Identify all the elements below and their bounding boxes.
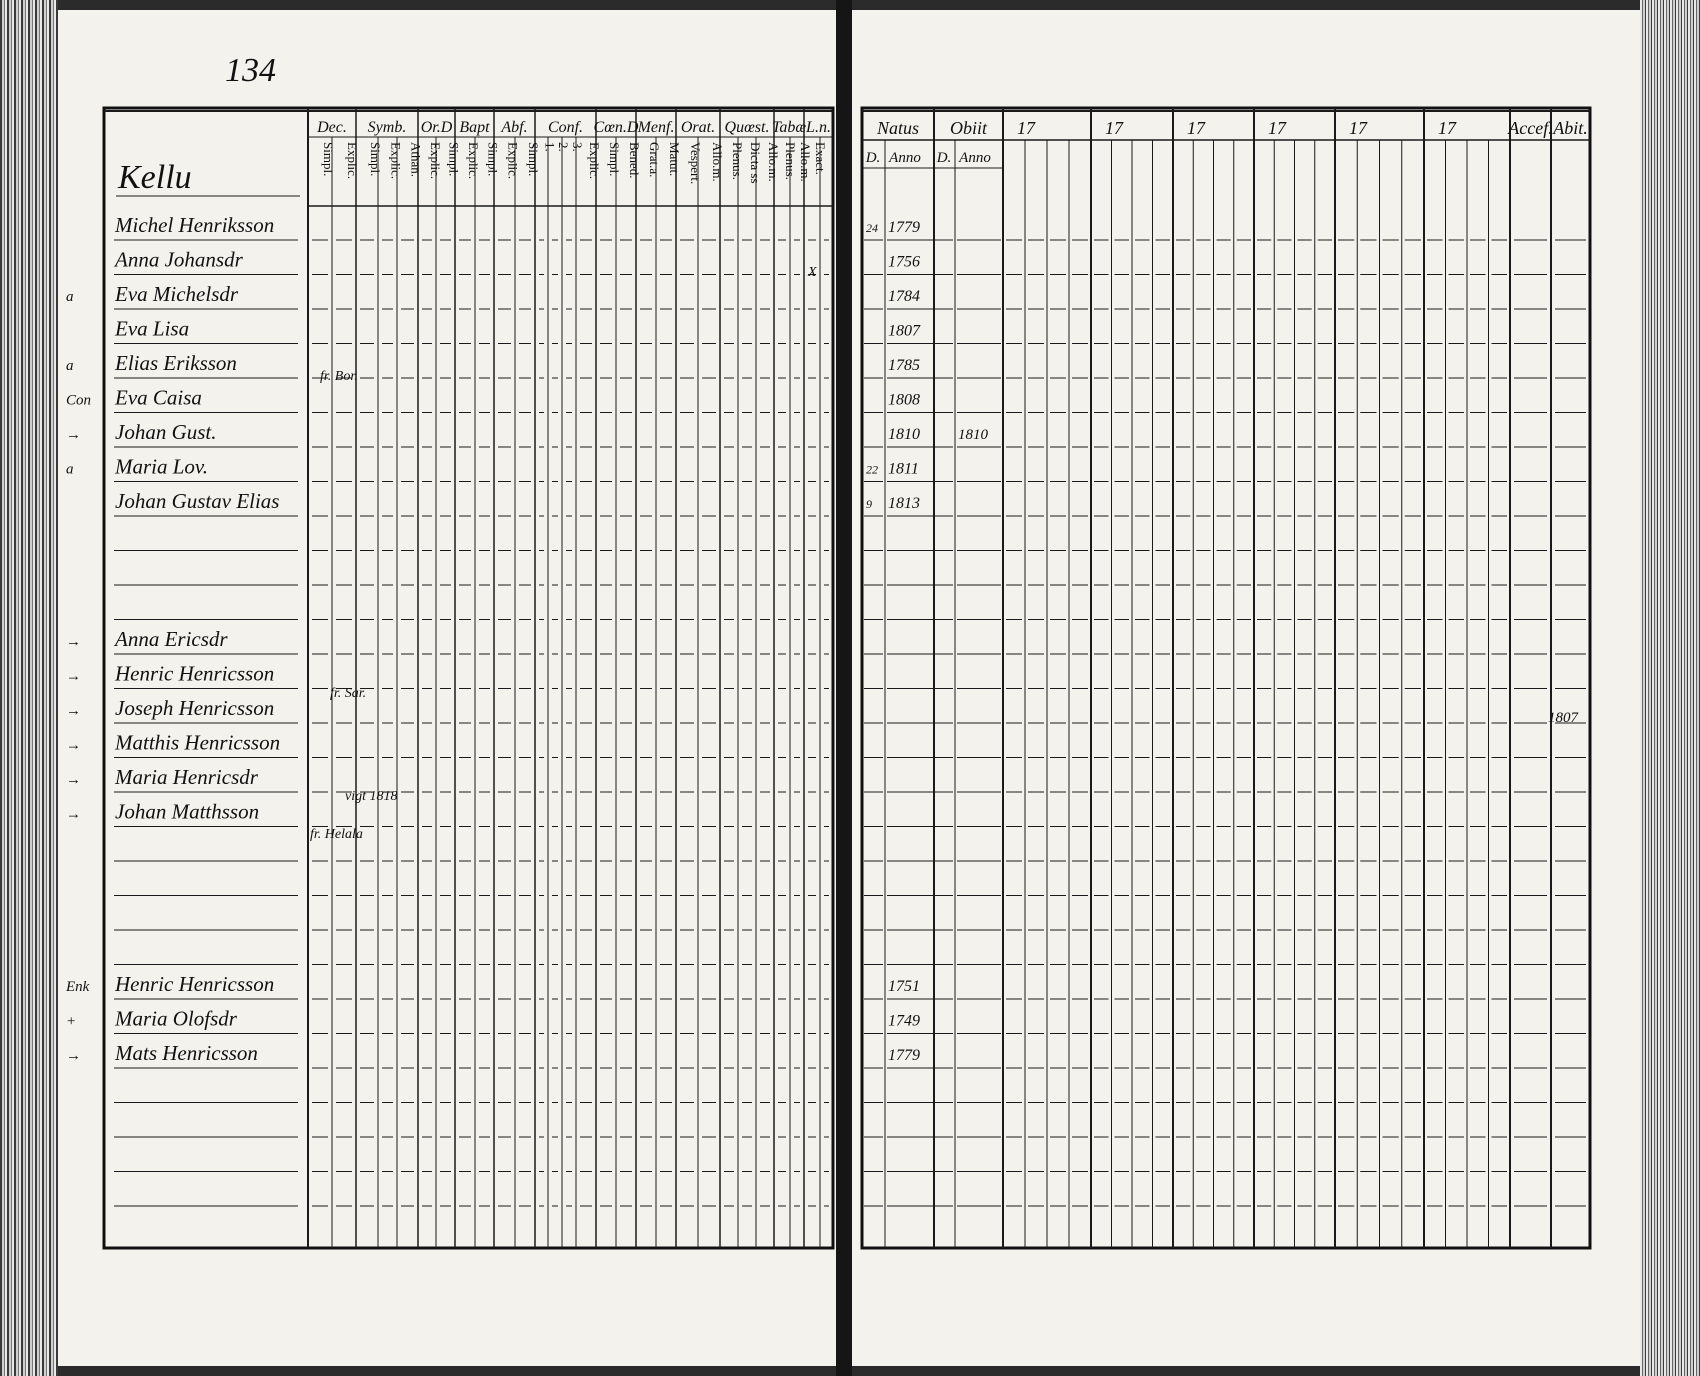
left-subheader: Dicta ss (748, 142, 763, 184)
birth-day: 24 (866, 221, 878, 235)
left-group-header: Symb. (367, 119, 407, 136)
left-subheader: 2. (556, 142, 571, 152)
left-note: fr. Sar. (330, 686, 367, 701)
person-name: Anna Ericsdr (115, 627, 228, 651)
right-group-header: Natus (876, 118, 920, 138)
birth-year: 1779 (888, 219, 920, 236)
left-subheader: Simpl. (485, 142, 501, 177)
birth-year: 1785 (888, 357, 920, 374)
person-name: Joseph Henricsson (115, 696, 275, 720)
right-group-header: 17 (1105, 118, 1123, 138)
birth-year: 1807 (888, 322, 920, 340)
person-mark: → (66, 427, 81, 443)
left-group-header: Conf. (547, 119, 584, 136)
left-group-header: Bapt (459, 119, 490, 136)
person-name: Anna Johansdr (115, 247, 243, 272)
person-mark: + (66, 1013, 77, 1030)
right-subheader: Anno (889, 150, 921, 166)
left-group-header: Dec. (317, 119, 347, 136)
person-name: Eva Michelsdr (115, 282, 239, 306)
person-name: Johan Matthsson (115, 799, 260, 824)
left-subheader: Allo.m. (710, 142, 725, 182)
person-name: Eva Lisa (115, 316, 190, 341)
death-year: 1810 (958, 427, 988, 443)
person-name: Michel Henriksson (115, 213, 275, 237)
left-subheader: 1. (542, 142, 558, 152)
left-subheader: Explic. (388, 142, 404, 180)
left-subheader: Explic. (466, 142, 481, 180)
birth-year: 1749 (888, 1012, 920, 1030)
birth-year: 1784 (888, 288, 920, 305)
person-name: Eva Caisa (115, 385, 202, 410)
left-subheader: Explic. (345, 142, 360, 180)
person-name: Matthis Henricsson (115, 730, 281, 755)
left-group-header: Tabæ (771, 119, 807, 136)
left-group-header: Cœn.D (593, 119, 639, 136)
person-mark: → (66, 1048, 81, 1064)
birth-year: 1808 (888, 391, 920, 409)
person-name: Henric Henricsson (115, 661, 275, 686)
left-subheader: Vespert. (688, 142, 703, 185)
right-subheader: Anno (959, 150, 991, 166)
left-group-header: Orat. (680, 119, 716, 136)
birth-year: 1751 (888, 978, 920, 995)
right-group-header: 17 (1017, 118, 1035, 138)
birth-year: 1779 (888, 1047, 920, 1064)
left-subheader: Explic. (505, 142, 521, 180)
right-table-border (862, 108, 1590, 1248)
person-name: Henric Henricsson (115, 972, 275, 996)
left-subheader: Plenus. (730, 142, 745, 180)
person-mark: a (66, 289, 74, 305)
person-mark: Enk (66, 979, 90, 995)
person-mark: Con (66, 392, 92, 409)
person-name: Maria Olofsdr (115, 1006, 237, 1031)
person-name: Elias Eriksson (115, 351, 237, 375)
left-note: fr. Bor. (320, 369, 358, 384)
abit-year: 1807 (1548, 710, 1578, 726)
page-number: 134 (225, 52, 276, 89)
left-group-header: Abf. (501, 119, 528, 136)
village-title: Kellu (118, 159, 192, 196)
person-mark: → (66, 772, 81, 788)
birth-day: 9 (866, 497, 872, 511)
right-group-header: 17 (1438, 118, 1456, 138)
left-subheader: Simpl. (321, 142, 336, 177)
person-mark: → (66, 634, 81, 650)
left-subheader: Athan. (408, 142, 424, 178)
left-subheader: Exact. (813, 142, 828, 175)
left-note: X (808, 265, 817, 280)
right-subheader: D. (936, 150, 952, 166)
left-group-header: Quœst. (724, 119, 770, 136)
right-group-header: 17 (1349, 118, 1367, 138)
left-group-header: L.n. (806, 119, 831, 136)
right-group-header: Abit. (1553, 118, 1588, 138)
birth-day: 22 (866, 462, 878, 477)
birth-year: 1811 (888, 460, 919, 478)
right-group-header: Accef. (1508, 118, 1553, 138)
left-subheader: Matut. (667, 142, 682, 177)
person-name: Maria Henricsdr (115, 765, 258, 789)
person-name: Mats Henricsson (115, 1041, 258, 1065)
left-subheader: Bened. (627, 142, 642, 179)
birth-year: 1810 (888, 426, 920, 443)
person-mark: a (66, 461, 74, 478)
left-subheader: Plenus. (783, 142, 798, 180)
left-subheader: Simpl. (446, 142, 462, 177)
left-group-header: Or.D (420, 119, 453, 136)
person-mark: → (66, 668, 81, 685)
right-group-header: 17 (1187, 118, 1205, 138)
left-subheader: Simpl. (368, 142, 383, 177)
person-mark: → (66, 703, 81, 719)
left-subheader: Simpl. (607, 142, 622, 177)
person-mark: → (66, 806, 81, 823)
left-subheader: Explic. (587, 142, 602, 180)
left-subheader: Allo.m. (766, 142, 781, 182)
person-name: Johan Gust. (115, 420, 217, 444)
left-subheader: Grat.a. (647, 142, 662, 178)
left-subheader: Explic. (428, 142, 443, 180)
right-subheader: D. (865, 150, 881, 166)
left-subheader: Simpl. (526, 142, 541, 177)
person-name: Johan Gustav Elias (115, 489, 280, 513)
birth-year: 1756 (888, 253, 920, 271)
person-mark: a (66, 358, 74, 374)
birth-year: 1813 (888, 495, 920, 512)
left-note: vigt 1818 (345, 789, 398, 804)
left-subheader: 3. (570, 142, 585, 152)
left-subheader: Allo.m. (798, 142, 813, 182)
person-mark: → (66, 737, 81, 754)
left-note: fr. Helala (310, 827, 363, 842)
left-group-header: Menf. (637, 119, 675, 136)
right-group-header: 17 (1268, 118, 1286, 138)
right-group-header: Obiit (949, 118, 988, 138)
person-name: Maria Lov. (115, 454, 208, 479)
